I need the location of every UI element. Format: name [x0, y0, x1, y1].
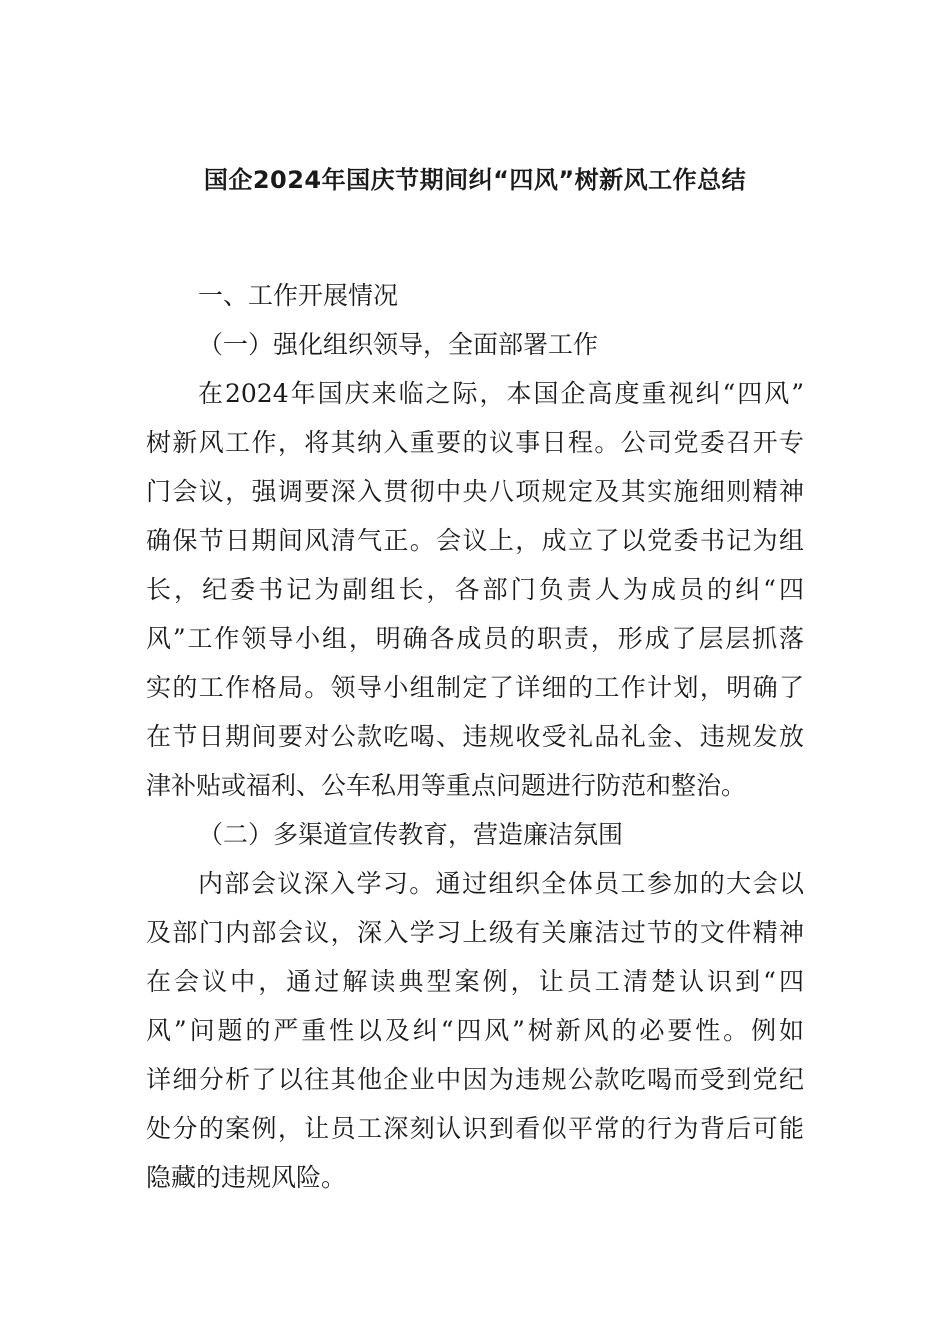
- text-line: 确保节日期间风清气正。会议上，成立了以党委书记为组: [146, 526, 804, 555]
- text-line: 处分的案例，让员工深刻认识到看似平常的行为背后可能: [146, 1114, 804, 1143]
- text-line: 在节日期间要对公款吃喝、违规收受礼品礼金、违规发放: [146, 722, 804, 751]
- text-line: 详细分析了以往其他企业中因为违规公款吃喝而受到党纪: [146, 1065, 804, 1094]
- text-line: （二）多渠道宣传教育，营造廉洁氛围: [198, 820, 624, 849]
- text-line: 风”工作领导小组，明确各成员的职责，形成了层层抓落: [146, 624, 804, 653]
- text-line: 长，纪委书记为副组长，各部门负责人为成员的纠“四: [146, 575, 804, 604]
- text-line: 隐藏的违规风险。: [146, 1163, 347, 1192]
- text-line: 及部门内部会议，深入学习上级有关廉洁过节的文件精神: [146, 918, 804, 947]
- text-line: 在会议中，通过解读典型案例，让员工清楚认识到“四: [146, 967, 804, 996]
- text-line: （一）强化组织领导，全面部署工作: [198, 330, 599, 359]
- text-line: 在2024年国庆来临之际，本国企高度重视纠“四风”: [198, 379, 804, 408]
- text-line: 风”问题的严重性以及纠“四风”树新风的必要性。例如: [146, 1016, 804, 1045]
- text-line: 内部会议深入学习。通过组织全体员工参加的大会以: [198, 869, 804, 898]
- text-line: 树新风工作，将其纳入重要的议事日程。公司党委召开专: [146, 428, 804, 457]
- text-line: 实的工作格局。领导小组制定了详细的工作计划，明确了: [146, 673, 804, 702]
- text-line: 一、工作开展情况: [198, 281, 399, 310]
- document-body: [146, 276, 804, 1207]
- text-line: 门会议，强调要深入贯彻中央八项规定及其实施细则精神: [146, 477, 804, 506]
- text-line: 津补贴或福利、公车私用等重点问题进行防范和整治。: [146, 771, 747, 800]
- document-title: 国企2024年国庆节期间纠“四风”树新风工作总结: [203, 166, 747, 194]
